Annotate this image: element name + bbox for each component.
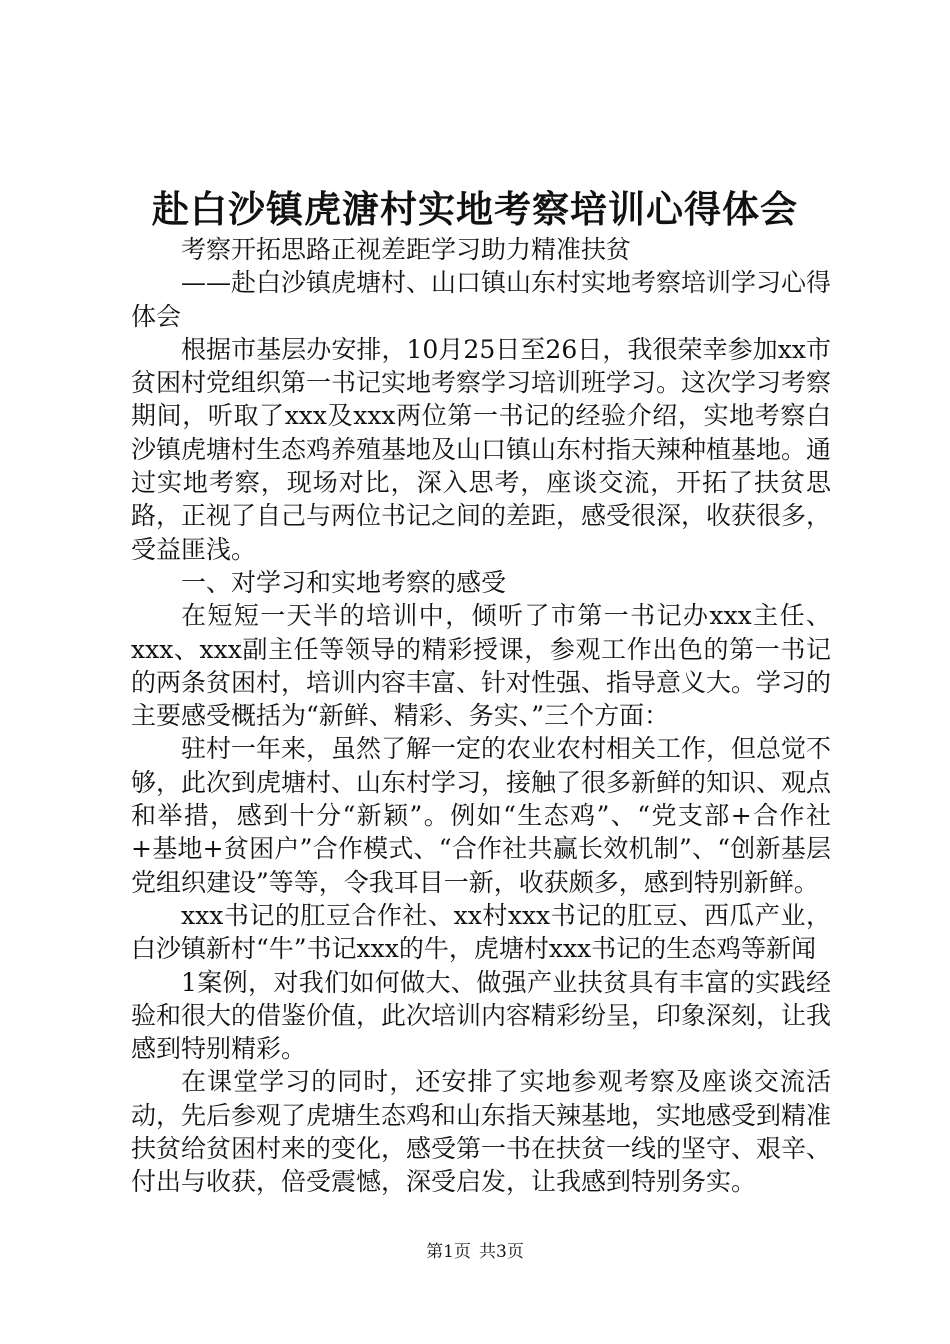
page-footer [0,1240,950,1264]
paragraph: 根据市基层办安排，10月25日至26日，我很荣幸参加xx市贫困村党组织第一书记实地考察学习培训班学习。这次学习考察期间，听取了xxx及xxx两位第一书记的经验介绍，实地考察白沙镇虎塘村生态鸡养殖基地及山口镇山东村指天辣种植基地。通过实地考察，现场对比，深入思考，座谈交流，开拓了扶贫思路，正视了自己与两位书记之间的差距，感受很深，收获很多，受益匪浅。 [131,334,832,564]
section-heading: 一、对学习和实地考察的感受 [181,567,507,597]
paragraph: xxx书记的肛豆合作社、xx村xxx书记的肛豆、西瓜产业，白沙镇新村“牛”书记xxx的牛，虎塘村xxx书记的生态鸡等新闻 [131,900,831,964]
paragraph: 在短短一天半的培训中，倾听了市第一书记办xxx主任、xxx、xxx副主任等领导的精彩授课，参观工作出色的第一书记的两条贫困村，培训内容丰富、针对性强、指导意义大。学习的主要感受概括为“新鲜、精彩、务实、”三个方面： [131,601,832,731]
page-number: 第1页 [426,1242,471,1262]
subtitle-detail: ——赴白沙镇虎塘村、山口镇山东村实地考察培训学习心得体会 [131,268,832,331]
paragraph: 驻村一年来，虽然了解一定的农业农村相关工作，但总觉不够，此次到虎塘村、山东村学习，接触了很多新鲜的知识、观点和举措，感到十分“新颖”。例如“生态鸡”、“党支部+合作社+基地+贫困户”合作模式、“合作社共赢长效机制”、“创新基层党组织建设”等等，令我耳目一新，收获颇多，感到特别新鲜。 [131,734,832,897]
page-total: 共3页 [479,1242,524,1262]
paragraph: 在课堂学习的同时，还安排了实地参观考察及座谈交流活动，先后参观了虎塘生态鸡和山东指天辣基地，实地感受到精准扶贫给贫困村来的变化，感受第一书在扶贫一线的坚守、艰辛、付出与收获，倍受震憾，深受启发，让我感到特别务实。 [131,1067,832,1197]
paragraph: 1案例，对我们如何做大、做强产业扶贫具有丰富的实践经验和很大的借鉴价值，此次培训内容精彩纷呈，印象深刻，让我感到特别精彩。 [131,967,832,1064]
document-title: 赴白沙镇虎溏村实地考察培训心得体会 [152,187,798,231]
subtitle: 考察开拓思路正视差距学习助力精准扶贫 [181,235,632,264]
document-body [131,233,831,1199]
